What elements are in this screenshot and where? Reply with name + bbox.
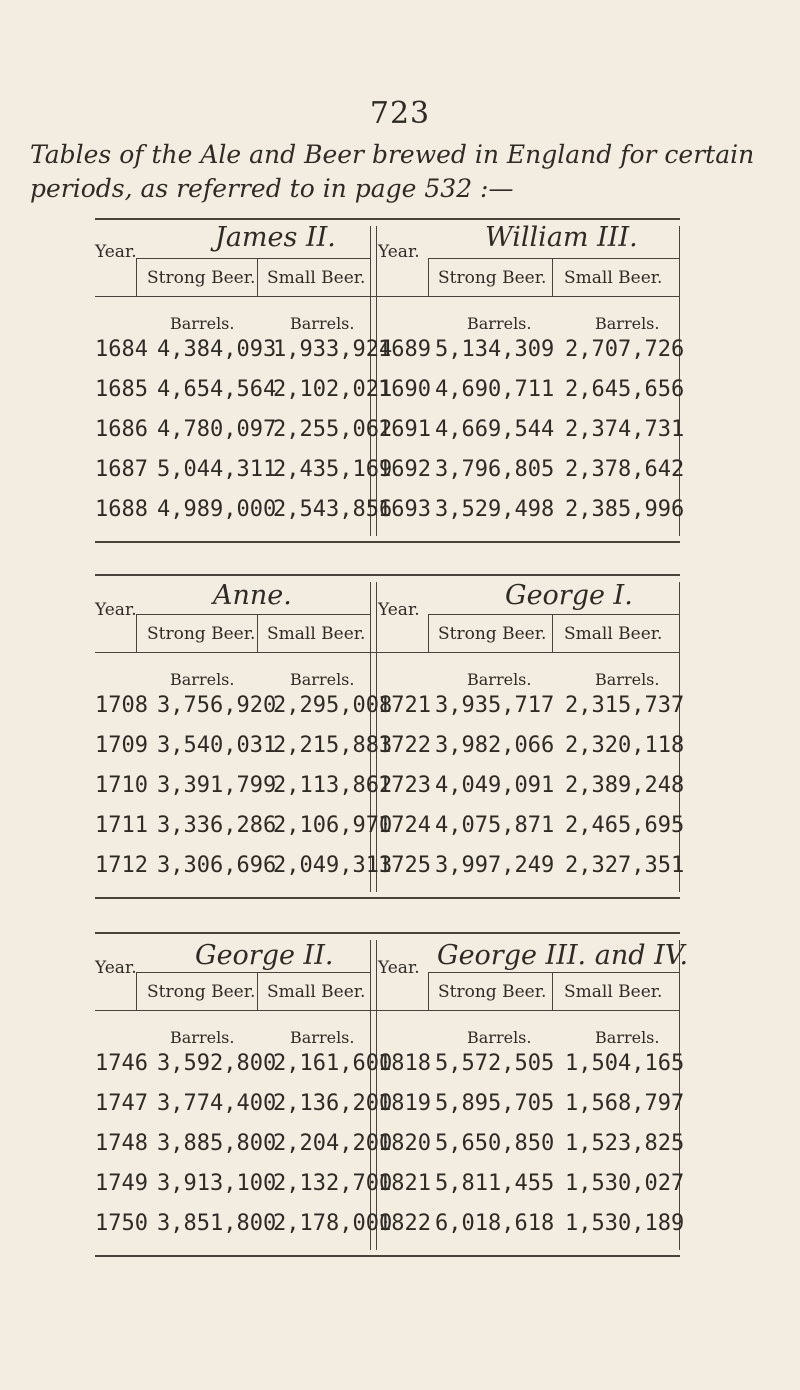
year-cell: 1693 — [378, 497, 431, 522]
table-row — [95, 813, 685, 853]
strong-beer-cell: 4,669,544 — [435, 417, 555, 442]
strong-beer-cell: 5,811,455 — [435, 1171, 555, 1196]
small-beer-cell: 2,435,169 — [273, 457, 393, 482]
year-cell: 1749 — [95, 1171, 148, 1196]
year-column-label: Year. — [378, 242, 420, 262]
year-cell: 1750 — [95, 1211, 148, 1236]
strong-beer-cell: 4,780,097 — [157, 417, 277, 442]
small-beer-cell: 2,374,731 — [565, 417, 685, 442]
small-beer-cell: 1,568,797 — [565, 1091, 685, 1116]
strong-beer-cell: 3,306,696 — [157, 853, 277, 878]
strong-beer-cell: 5,650,850 — [435, 1131, 555, 1156]
small-beer-cell: 2,645,656 — [565, 377, 685, 402]
year-cell: 1724 — [378, 813, 431, 838]
column-divider — [552, 258, 553, 296]
year-cell: 1710 — [95, 773, 148, 798]
year-cell: 1747 — [95, 1091, 148, 1116]
year-cell: 1687 — [95, 457, 148, 482]
strong-beer-cell: 3,756,920 — [157, 693, 277, 718]
small-beer-cell: 1,504,165 — [565, 1051, 685, 1076]
year-cell: 1690 — [378, 377, 431, 402]
year-cell: 1723 — [378, 773, 431, 798]
header-rule — [428, 972, 679, 973]
year-column-label: Year. — [378, 600, 420, 620]
small-beer-cell: 2,378,642 — [565, 457, 685, 482]
table-bottom-rule — [95, 541, 680, 543]
reign-title: George II. — [195, 940, 334, 971]
table-row — [95, 377, 685, 417]
unit-label: Barrels. — [170, 314, 235, 333]
strong-beer-cell: 4,049,091 — [435, 773, 555, 798]
reign-title: James II. — [215, 222, 336, 253]
strong-beer-cell: 3,913,100 — [157, 1171, 277, 1196]
small-beer-cell: 2,315,737 — [565, 693, 685, 718]
year-column-label: Year. — [378, 958, 420, 978]
small-beer-cell: 2,295,008 — [273, 693, 393, 718]
small-beer-cell: 2,215,883 — [273, 733, 393, 758]
strong-beer-cell: 3,935,717 — [435, 693, 555, 718]
small-beer-cell: 1,933,924 — [273, 337, 393, 362]
strong-beer-cell: 3,885,800 — [157, 1131, 277, 1156]
strong-beer-header: Strong Beer. — [438, 982, 547, 1002]
small-beer-header: Small Beer. — [267, 624, 366, 644]
unit-label: Barrels. — [467, 314, 532, 333]
reign-title: William III. — [485, 222, 638, 253]
strong-beer-header: Strong Beer. — [438, 268, 547, 288]
year-cell: 1722 — [378, 733, 431, 758]
small-beer-cell: 2,327,351 — [565, 853, 685, 878]
small-beer-cell: 2,320,118 — [565, 733, 685, 758]
strong-beer-cell: 5,572,505 — [435, 1051, 555, 1076]
strong-beer-cell: 4,690,711 — [435, 377, 555, 402]
small-beer-cell: 1,530,189 — [565, 1211, 685, 1236]
strong-beer-cell: 5,134,309 — [435, 337, 555, 362]
strong-beer-cell: 3,540,031 — [157, 733, 277, 758]
small-beer-cell: 2,465,695 — [565, 813, 685, 838]
year-cell: 1819 — [378, 1091, 431, 1116]
strong-beer-cell: 3,851,800 — [157, 1211, 277, 1236]
small-beer-header: Small Beer. — [267, 268, 366, 288]
strong-beer-header: Strong Beer. — [438, 624, 547, 644]
small-beer-cell: 2,113,862 — [273, 773, 393, 798]
header-rule — [428, 258, 679, 259]
unit-label: Barrels. — [595, 314, 660, 333]
small-beer-cell: 2,178,000 — [273, 1211, 393, 1236]
header-rule — [136, 972, 370, 973]
unit-label: Barrels. — [170, 1028, 235, 1047]
reign-title: George I. — [505, 580, 633, 611]
small-beer-cell: 2,106,970 — [273, 813, 393, 838]
small-beer-cell: 2,049,313 — [273, 853, 393, 878]
year-cell: 1721 — [378, 693, 431, 718]
unit-label: Barrels. — [290, 1028, 355, 1047]
strong-beer-cell: 4,384,093 — [157, 337, 277, 362]
strong-beer-header: Strong Beer. — [147, 268, 256, 288]
small-beer-cell: 2,204,200 — [273, 1131, 393, 1156]
strong-beer-cell: 3,997,249 — [435, 853, 555, 878]
column-divider — [428, 258, 429, 296]
column-divider — [257, 258, 258, 296]
year-cell: 1686 — [95, 417, 148, 442]
strong-beer-cell: 5,895,705 — [435, 1091, 555, 1116]
small-beer-header: Small Beer. — [564, 268, 663, 288]
year-cell: 1820 — [378, 1131, 431, 1156]
strong-beer-cell: 6,018,618 — [435, 1211, 555, 1236]
header-rule — [428, 614, 679, 615]
header-rule — [95, 1010, 680, 1011]
strong-beer-cell: 5,044,311 — [157, 457, 277, 482]
table-george-ii-george-iii-iv — [95, 932, 689, 1262]
small-beer-cell: 2,161,600 — [273, 1051, 393, 1076]
small-beer-header: Small Beer. — [564, 982, 663, 1002]
unit-label: Barrels. — [290, 314, 355, 333]
year-cell: 1711 — [95, 813, 148, 838]
table-anne-george-i — [95, 574, 685, 904]
column-divider — [257, 972, 258, 1010]
year-cell: 1708 — [95, 693, 148, 718]
table-row — [95, 733, 685, 773]
unit-label: Barrels. — [467, 670, 532, 689]
header-rule — [136, 258, 370, 259]
strong-beer-cell: 3,982,066 — [435, 733, 555, 758]
reign-title: George III. and IV. — [437, 940, 689, 971]
table-row — [95, 337, 685, 377]
year-cell: 1689 — [378, 337, 431, 362]
table-bottom-rule — [95, 1255, 680, 1257]
table-row — [95, 773, 685, 813]
column-divider — [428, 614, 429, 652]
small-beer-header: Small Beer. — [267, 982, 366, 1002]
strong-beer-header: Strong Beer. — [147, 982, 256, 1002]
year-cell: 1746 — [95, 1051, 148, 1076]
year-cell: 1712 — [95, 853, 148, 878]
strong-beer-cell: 3,774,400 — [157, 1091, 277, 1116]
strong-beer-cell: 3,336,286 — [157, 813, 277, 838]
column-divider — [257, 614, 258, 652]
strong-beer-cell: 3,796,805 — [435, 457, 555, 482]
strong-beer-cell: 4,654,564 — [157, 377, 277, 402]
year-cell: 1822 — [378, 1211, 431, 1236]
strong-beer-cell: 3,592,800 — [157, 1051, 277, 1076]
small-beer-cell: 2,389,248 — [565, 773, 685, 798]
small-beer-cell: 2,255,062 — [273, 417, 393, 442]
year-cell: 1685 — [95, 377, 148, 402]
header-rule — [95, 296, 680, 297]
table-row — [95, 1131, 685, 1171]
header-rule — [136, 614, 370, 615]
small-beer-header: Small Beer. — [564, 624, 663, 644]
small-beer-cell: 2,543,856 — [273, 497, 393, 522]
table-top-rule — [95, 932, 680, 934]
table-row — [95, 693, 685, 733]
year-cell: 1748 — [95, 1131, 148, 1156]
unit-label: Barrels. — [595, 670, 660, 689]
page-heading: Tables of the Ale and Beer brewed in England for certain periods, as referred to in page 532 :— — [30, 140, 755, 203]
small-beer-cell: 1,523,825 — [565, 1131, 685, 1156]
small-beer-cell: 2,707,726 — [565, 337, 685, 362]
strong-beer-cell: 3,391,799 — [157, 773, 277, 798]
column-divider — [428, 972, 429, 1010]
page-number: 723 — [369, 96, 431, 131]
year-column-label: Year. — [95, 600, 137, 620]
year-cell: 1821 — [378, 1171, 431, 1196]
year-cell: 1709 — [95, 733, 148, 758]
column-divider — [552, 614, 553, 652]
table-row — [95, 1171, 685, 1211]
unit-label: Barrels. — [290, 670, 355, 689]
table-top-rule — [95, 218, 680, 220]
column-divider — [552, 972, 553, 1010]
table-row — [95, 1091, 685, 1131]
header-rule — [95, 652, 680, 653]
table-james-william — [95, 218, 685, 548]
table-row — [95, 457, 685, 497]
small-beer-cell: 1,530,027 — [565, 1171, 685, 1196]
strong-beer-cell: 4,075,871 — [435, 813, 555, 838]
strong-beer-cell: 3,529,498 — [435, 497, 555, 522]
small-beer-cell: 2,132,700 — [273, 1171, 393, 1196]
small-beer-cell: 2,102,021 — [273, 377, 393, 402]
table-row — [95, 417, 685, 457]
table-bottom-rule — [95, 897, 680, 899]
year-cell: 1691 — [378, 417, 431, 442]
year-column-label: Year. — [95, 958, 137, 978]
year-column-label: Year. — [95, 242, 137, 262]
column-divider — [136, 258, 137, 296]
table-row — [95, 853, 685, 893]
year-cell: 1725 — [378, 853, 431, 878]
small-beer-cell: 2,136,200 — [273, 1091, 393, 1116]
year-cell: 1818 — [378, 1051, 431, 1076]
table-row — [95, 497, 685, 537]
year-cell: 1692 — [378, 457, 431, 482]
strong-beer-header: Strong Beer. — [147, 624, 256, 644]
strong-beer-cell: 4,989,000 — [157, 497, 277, 522]
unit-label: Barrels. — [595, 1028, 660, 1047]
unit-label: Barrels. — [467, 1028, 532, 1047]
year-cell: 1684 — [95, 337, 148, 362]
table-row — [95, 1051, 685, 1091]
small-beer-cell: 2,385,996 — [565, 497, 685, 522]
unit-label: Barrels. — [170, 670, 235, 689]
table-row — [95, 1211, 685, 1251]
reign-title: Anne. — [213, 580, 292, 611]
table-top-rule — [95, 574, 680, 576]
year-cell: 1688 — [95, 497, 148, 522]
